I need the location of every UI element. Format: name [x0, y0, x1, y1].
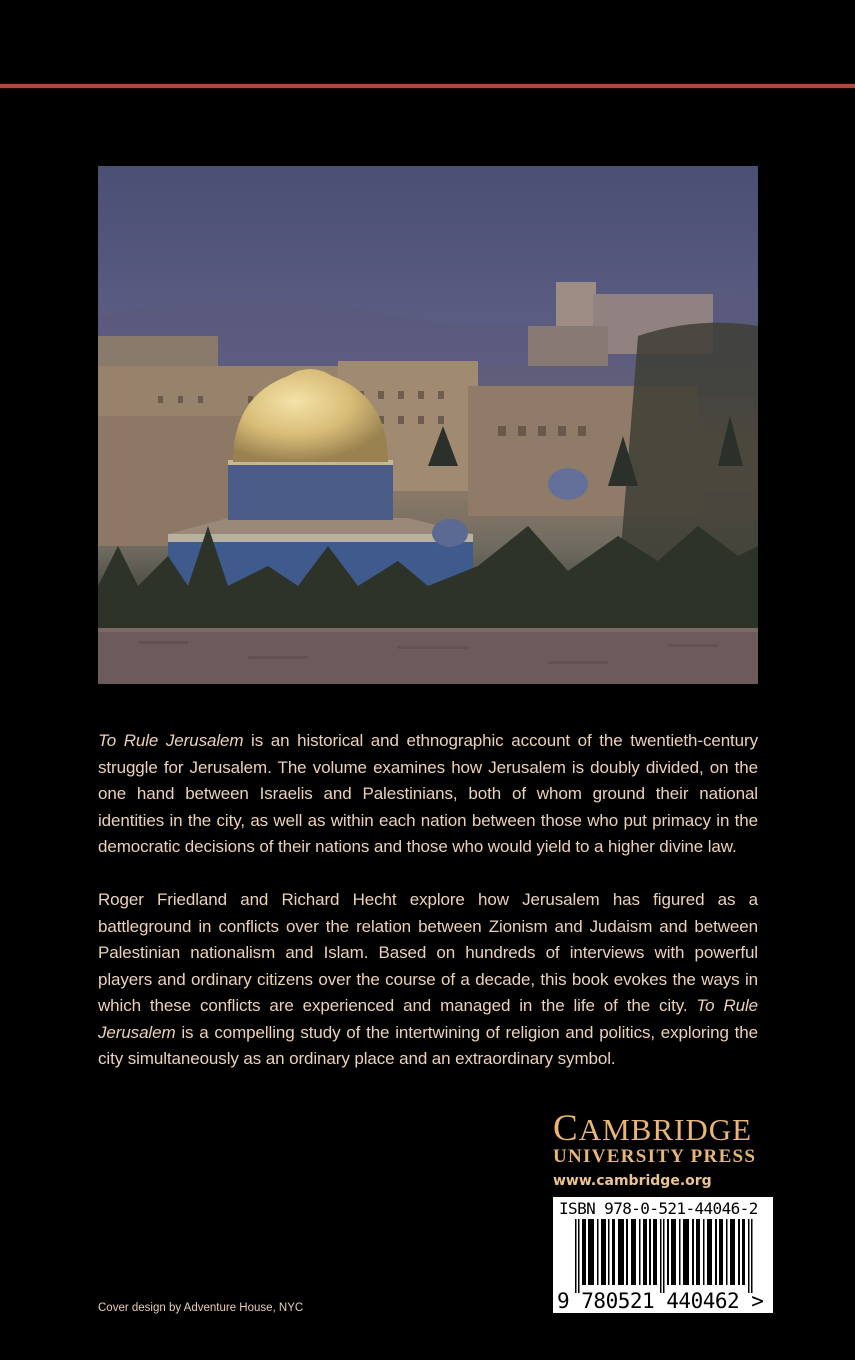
- jerusalem-skyline-illustration: [98, 166, 758, 684]
- publisher-logo: [553, 1108, 775, 1189]
- cover-design-credit: Cover design by Adventure House, NYC: [98, 1302, 304, 1314]
- barcode-icon: [553, 1219, 773, 1295]
- red-accent-rule: [0, 84, 855, 88]
- blurb-text: is a compelling study of the intertwining of religion and politics, exploring the city simultaneously as an ordinary place and an extraordinary symbol.: [98, 1022, 758, 1068]
- blurb-paragraph-1: [98, 728, 758, 861]
- blurb-text: Roger Friedland and Richard Hecht explore how Jerusalem has figured as a battleground in conflicts over the relation between Zionism and Judaism and between Palestinian nationalism and Islam. Based on hundreds of interviews with powerful players and ordinary citizens over the course of a decade, this book evokes the ways in which these conflicts are experienced and managed in the life of the city.: [98, 890, 758, 1015]
- isbn-barcode: [553, 1197, 773, 1313]
- blurb-text: is an historical and ethnographic account of the twentieth-century struggle for Jerusalem. The volume examines how Jerusalem is doubly divided, on the one hand between Israelis and Palestinians, both of whom ground their national identities in the city, as well as within each nation between those who put primacy in the democratic decisions of their nations and those who would yield to a higher divine law.: [98, 731, 758, 856]
- blurb-paragraph-2: [98, 887, 758, 1073]
- isbn-label: ISBN 978-0-521-44046-2: [559, 1199, 758, 1218]
- book-title-italic: To Rule Jerusalem: [98, 996, 759, 1042]
- publisher-subtitle: UNIVERSITY PRESS: [553, 1146, 757, 1167]
- ean-digits: 9 780521 440462 >: [557, 1289, 764, 1313]
- cover-photo: [98, 166, 758, 684]
- book-title-italic: To Rule Jerusalem: [98, 731, 244, 750]
- publisher-url[interactable]: www.cambridge.org: [553, 1173, 712, 1189]
- publisher-name: CAMBRIDGE: [553, 1108, 753, 1149]
